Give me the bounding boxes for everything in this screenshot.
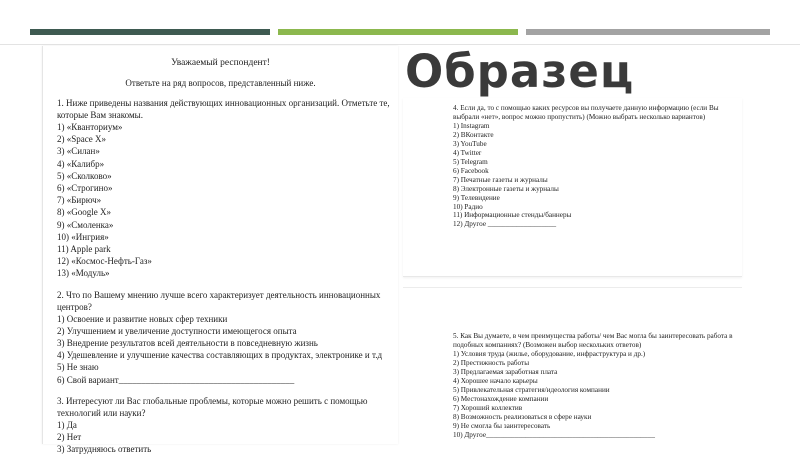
question-5-options [453,350,742,439]
option: 5) «Сколково» [57,170,112,181]
question-1: 1. Ниже приведены названия действующих инновационных организаций. Отметьте те, которые Вам знакомы. [57,98,390,120]
option: 9) Не смогла бы заинтересовать [453,421,551,430]
option: 11) Информационные стенды/баннеры [453,211,572,220]
option: 12) Другое ___________________ [453,220,557,229]
option: 2) Нет [57,432,82,443]
option: 2) «Space X» [57,134,106,145]
option: 8) Возможность реализоваться в сфере науки [453,412,592,421]
greeting: Уважаемый респондент! [171,58,270,68]
option: 7) Хороший коллектив [453,403,523,412]
option: 9) «Смоленка» [57,219,114,230]
option: 4) Twitter [453,149,482,158]
instruction: Ответьте на ряд вопросов, представленный ниже. [125,78,316,88]
question-1-options [57,121,398,280]
question-2-options [57,313,398,386]
option: 4) Удешевление и улучшение качества составляющих в продуктах, электронике и т.д [57,350,383,361]
questionnaire-page-3 [403,287,742,444]
option: 4) Хорошее начало карьеры [453,377,538,386]
option: 6) Местонахождение компании [453,394,549,403]
option: 9) Телевидение [453,193,500,202]
option: 1) Освоение и развитие новых сфер техники [57,313,228,324]
option: 10) Другое_______________________________________________ [453,430,655,439]
accent-bar-light-green [278,29,518,35]
question-3: 3. Интересуют ли Вас глобальные проблемы, которые можно решить с помощью технологий или науки? [57,395,368,418]
question-4-options [453,122,742,229]
option: 3) Затрудняюсь ответить [57,444,152,455]
option: 7) «Бирюч» [57,195,102,206]
option: 6) Свой вариант_______________________________________ [57,374,295,385]
option: 6) Facebook [453,166,489,175]
option: 3) YouTube [453,140,487,149]
option: 1) «Кванториум» [57,122,123,132]
accent-bar-dark-green [30,29,270,35]
option: 2) Улучшением и увеличение доступности имеющегося опыта [57,325,297,336]
option: 2) Престижность работы [453,359,530,368]
option: 8) «Google X» [57,207,111,218]
option: 6) «Строгино» [57,183,113,194]
divider-line [0,44,800,45]
option: 5) Не знаю [57,362,99,373]
question-4: 4. Если да, то с помощью каких ресурсов вы получаете данную информацию (если Вы выбрали «нет», вопрос можно пропустить) (Можно выбрать несколько вариантов) [453,104,719,122]
option: 12) «Космос-Нефть-Газ» [57,256,152,267]
option: 11) Apple park [57,244,111,255]
slide-title: Образец [405,45,635,98]
option: 1) Да [57,419,77,430]
option: 3) Внедрение результатов всей деятельности в повседневную жизнь [57,338,318,349]
option: 10) «Ингрия» [57,231,109,242]
accent-bars [30,29,770,35]
option: 5) Telegram [453,158,488,167]
option: 7) Печатные газеты и журналы [453,175,548,184]
option: 10) Радио [453,202,483,211]
questionnaire-page-1 [42,46,398,455]
option: 1) Условия труда (жилье, оборудование, инфраструктура и др.) [453,350,646,359]
option: 13) «Модуль» [57,268,110,279]
question-5: 5. Как Вы думаете, в чем преимущества работы/ чем Вас могла бы заинтересовать работа в подобных компаниях? (Возможен выбор нескольких ответов) [453,332,733,350]
option: 8) Электронные газеты и журналы [453,184,559,193]
questionnaire-page-2 [403,98,742,277]
option: 3) «Силан» [57,146,100,157]
accent-bar-gray [526,29,770,35]
option: 5) Привлекательная стратегия/идеология компании [453,386,610,395]
option: 2) ВКонтакте [453,131,494,140]
option: 4) «Калибр» [57,158,105,169]
option: 1) Instagram [453,122,490,131]
option: 3) Предлагаемая заработная плата [453,368,558,377]
question-2: 2. Что по Вашему мнению лучше всего характеризует деятельность инновационных центров? [57,289,381,312]
